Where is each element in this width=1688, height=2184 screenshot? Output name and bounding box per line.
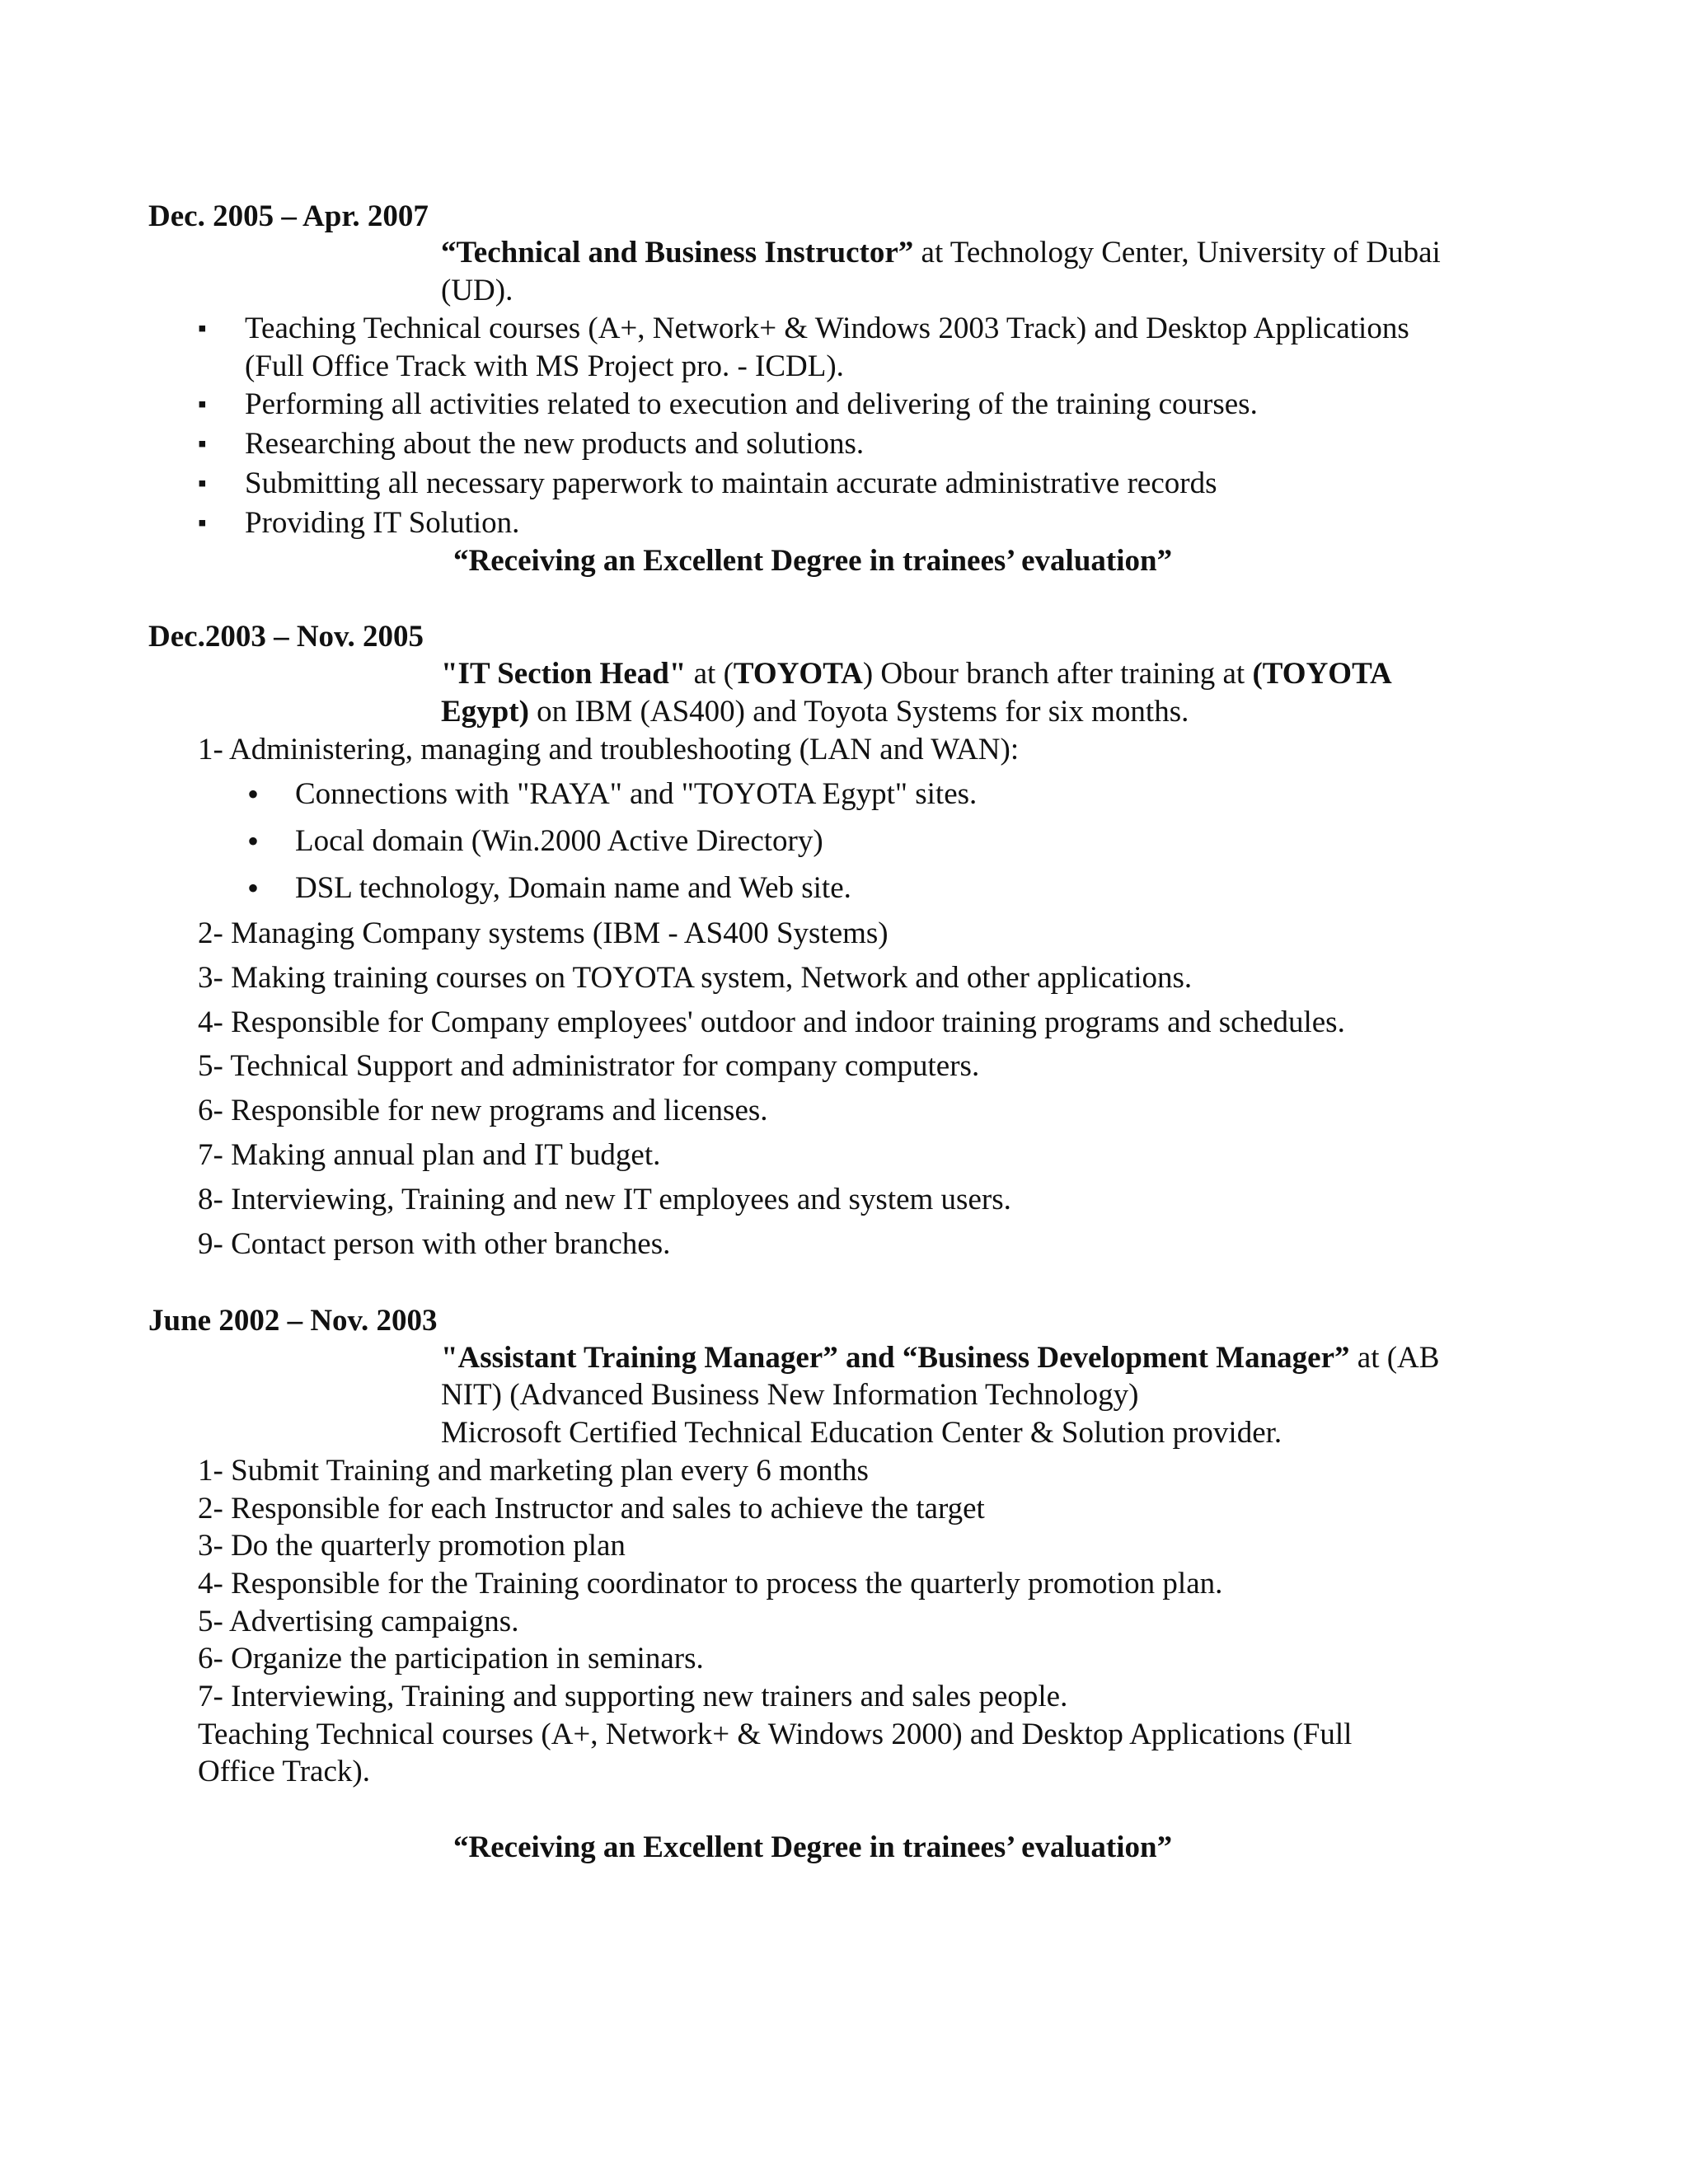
section-date: Dec. 2005 – Apr. 2007 — [148, 199, 429, 233]
numbered-item: 5- Advertising campaigns. — [198, 1605, 519, 1638]
numbered-item: 6- Responsible for new programs and licenses. — [198, 1094, 768, 1127]
numbered-item: 7- Interviewing, Training and supporting new trainers and sales people. — [198, 1680, 1068, 1713]
bullet-item-cont: (Full Office Track with MS Project pro. - ICDL). — [245, 349, 844, 383]
award-line: “Receiving an Excellent Degree in trainees’ evaluation” — [453, 1830, 1173, 1864]
section-date: Dec.2003 – Nov. 2005 — [148, 620, 424, 654]
numbered-item: 3- Making training courses on TOYOTA system, Network and other applications. — [198, 961, 1193, 995]
square-bullet-icon: ▪ — [198, 391, 207, 418]
position-title-cont: (UD). — [441, 274, 513, 307]
dot-bullet-icon: • — [247, 869, 260, 907]
square-bullet-icon: ▪ — [198, 430, 207, 457]
sub-item: Connections with "RAYA" and "TOYOTA Egypt" sites. — [295, 777, 978, 811]
square-bullet-icon: ▪ — [198, 509, 207, 537]
position-title: "IT Section Head" at (TOYOTA) Obour branch after training at (TOYOTA — [441, 657, 1392, 691]
bullet-item: Teaching Technical courses (A+, Network+ & Windows 2003 Track) and Desktop Applications — [245, 312, 1409, 345]
sub-item: DSL technology, Domain name and Web site. — [295, 871, 851, 905]
numbered-item: 4- Responsible for the Training coordinator to process the quarterly promotion plan. — [198, 1567, 1223, 1601]
numbered-item: 1- Administering, managing and troubleshooting (LAN and WAN): — [198, 733, 1020, 766]
bullet-item: Researching about the new products and solutions. — [245, 427, 865, 461]
numbered-item: 6- Organize the participation in seminars. — [198, 1642, 704, 1675]
square-bullet-icon: ▪ — [198, 315, 207, 342]
company-description: Microsoft Certified Technical Education Center & Solution provider. — [441, 1416, 1282, 1450]
teaching-line: Teaching Technical courses (A+, Network+ & Windows 2000) and Desktop Applications (Full — [198, 1718, 1353, 1751]
position-title: “Technical and Business Instructor” at Technology Center, University of Dubai — [441, 236, 1441, 269]
numbered-item: 8- Interviewing, Training and new IT employees and system users. — [198, 1183, 1011, 1216]
numbered-item: 7- Making annual plan and IT budget. — [198, 1138, 661, 1172]
numbered-item: 9- Contact person with other branches. — [198, 1227, 671, 1261]
dot-bullet-icon: • — [247, 776, 260, 813]
position-title: "Assistant Training Manager” and “Business Development Manager” at (AB — [441, 1341, 1440, 1375]
numbered-item: 5- Technical Support and administrator for company computers. — [198, 1049, 980, 1083]
bullet-item: Providing IT Solution. — [245, 506, 520, 540]
numbered-item: 3- Do the quarterly promotion plan — [198, 1529, 626, 1563]
bullet-item: Performing all activities related to execution and delivering of the training courses. — [245, 387, 1258, 421]
position-title-cont: NIT) (Advanced Business New Information Technology) — [441, 1378, 1139, 1412]
sub-item: Local domain (Win.2000 Active Directory) — [295, 824, 823, 858]
numbered-item: 2- Managing Company systems (IBM - AS400 Systems) — [198, 916, 889, 950]
award-line: “Receiving an Excellent Degree in trainees’ evaluation” — [453, 544, 1173, 578]
bullet-item: Submitting all necessary paperwork to maintain accurate administrative records — [245, 466, 1217, 500]
numbered-item: 4- Responsible for Company employees' outdoor and indoor training programs and schedules. — [198, 1005, 1345, 1039]
position-title-cont: Egypt) on IBM (AS400) and Toyota Systems for six months. — [441, 695, 1189, 729]
square-bullet-icon: ▪ — [198, 470, 207, 497]
section-date: June 2002 – Nov. 2003 — [148, 1304, 438, 1338]
numbered-item: 1- Submit Training and marketing plan every 6 months — [198, 1454, 869, 1488]
teaching-line-cont: Office Track). — [198, 1755, 370, 1788]
dot-bullet-icon: • — [247, 823, 260, 860]
numbered-item: 2- Responsible for each Instructor and sales to achieve the target — [198, 1492, 985, 1526]
